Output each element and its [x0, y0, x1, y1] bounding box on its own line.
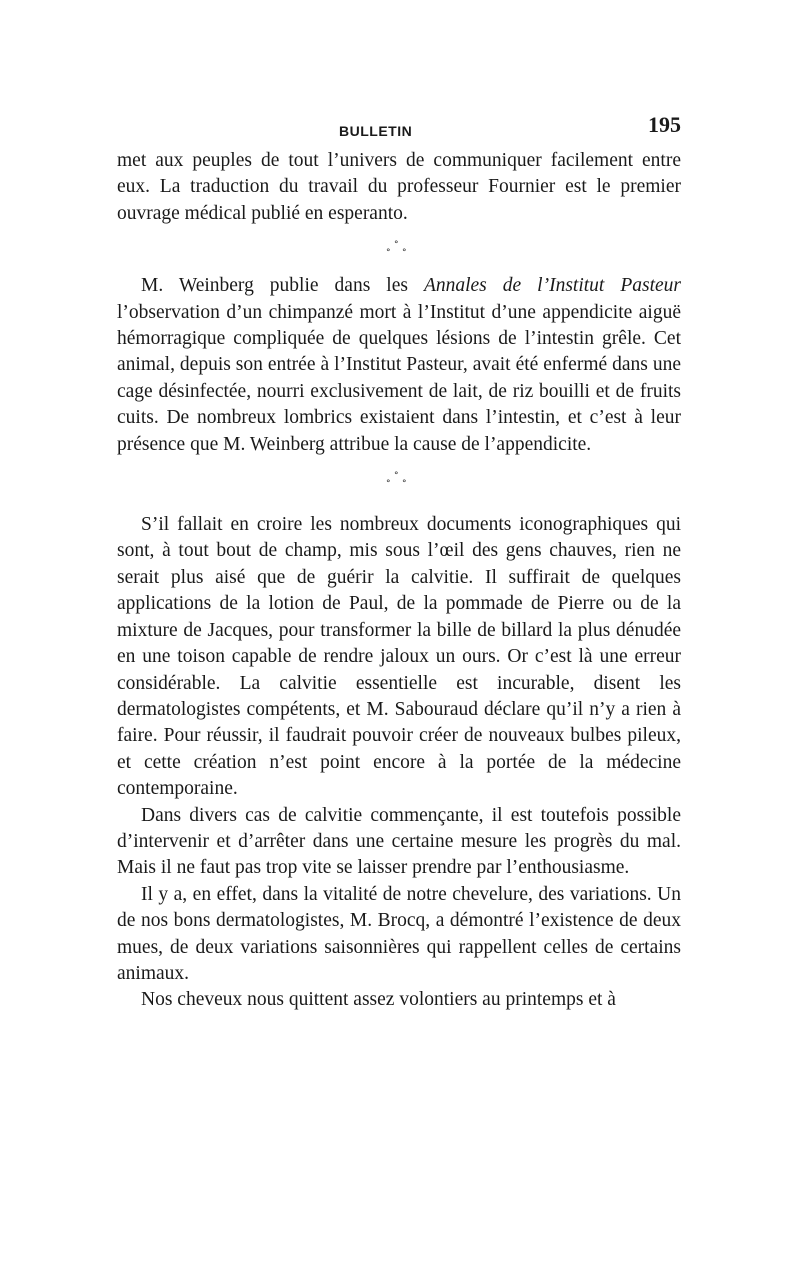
running-title: BULLETIN — [339, 123, 413, 139]
section-separator — [117, 227, 681, 273]
paragraph-esperanto: met aux peuples de tout l’univers de communiquer facilement entre eux. La traduction du travail du professeur Fournier est le premier ouvrage médical publié en esperanto. — [117, 150, 681, 224]
separator-mark: ° — [402, 248, 407, 259]
paragraph-weinberg — [117, 273, 681, 458]
paragraph-variations: Il y a, en effet, dans la vitalité de notre chevelure, des variations. Un de nos bons dermatologistes, M. Brocq, a démontré l’existence de deux mues, de deux variations saisonnières qui rappellent celles de certains animaux. — [117, 883, 681, 984]
separator-mark: ° — [386, 248, 391, 259]
paragraph-calvitie-commencante: Dans divers cas de calvitie commençante, il est toutefois possible d’intervenir et d’arrêter dans une certaine mesure les progrès du mal. Mais il ne faut pas trop vite se laisser prendre par l’enthousiasme. — [117, 804, 681, 879]
section-separator — [117, 458, 681, 512]
page-number: 195 — [648, 112, 681, 137]
separator-mark: ° — [394, 471, 399, 482]
separator-mark: ° — [394, 240, 399, 251]
journal-title: Annales de l’Institut Pasteur — [423, 275, 681, 297]
weinberg-text-rest: l’observation d’un chimpanzé mort à l’Institut d’une appendicite aiguë hémorragique compliquée de quelques lésions de l’intestin grêle. Cet animal, depuis son entrée à l’Institut Pasteur, avait été enfermé dans une cage désinfectée, nourri exclusivement de lait, de riz bouilli et de fruits cuits. De nombreux lombrics existaient dans l’intestin, et c’est à leur présence que M. Weinberg attribue la cause de l’appendicite. — [117, 301, 681, 455]
paragraph-calvitie: S’il fallait en croire les nombreux documents iconographiques qui sont, à tout bout de champ, mis sous l’œil des gens chauves, rien ne serait plus aisé que de guérir la calvitie. Il suffirait de quelques applications de la lotion de Paul, de la pommade de Pierre ou de la mixture de Jacques, pour transformer la bille de billard la plus dénudée en une toison capable de rendre jaloux un ours. Or c’est là une erreur considérable. La calvitie essentielle est incurable, disent les dermatologistes compétents, et M. Sabouraud déclare qu’il n’y a rien à faire. Pour réussir, il faudrait pouvoir créer de nouveaux bulbes pileux, et cette création n’est point encore à la portée de la médecine contemporaine. — [117, 514, 681, 800]
separator-mark: ° — [386, 479, 391, 490]
page-header — [117, 112, 681, 140]
weinberg-text-start: M. Weinberg publie dans les — [141, 275, 424, 297]
paragraph-printemps: Nos cheveux nous quittent assez volontiers au printemps et à — [141, 989, 616, 1011]
document-page — [117, 112, 681, 1014]
separator-mark: ° — [402, 479, 407, 490]
